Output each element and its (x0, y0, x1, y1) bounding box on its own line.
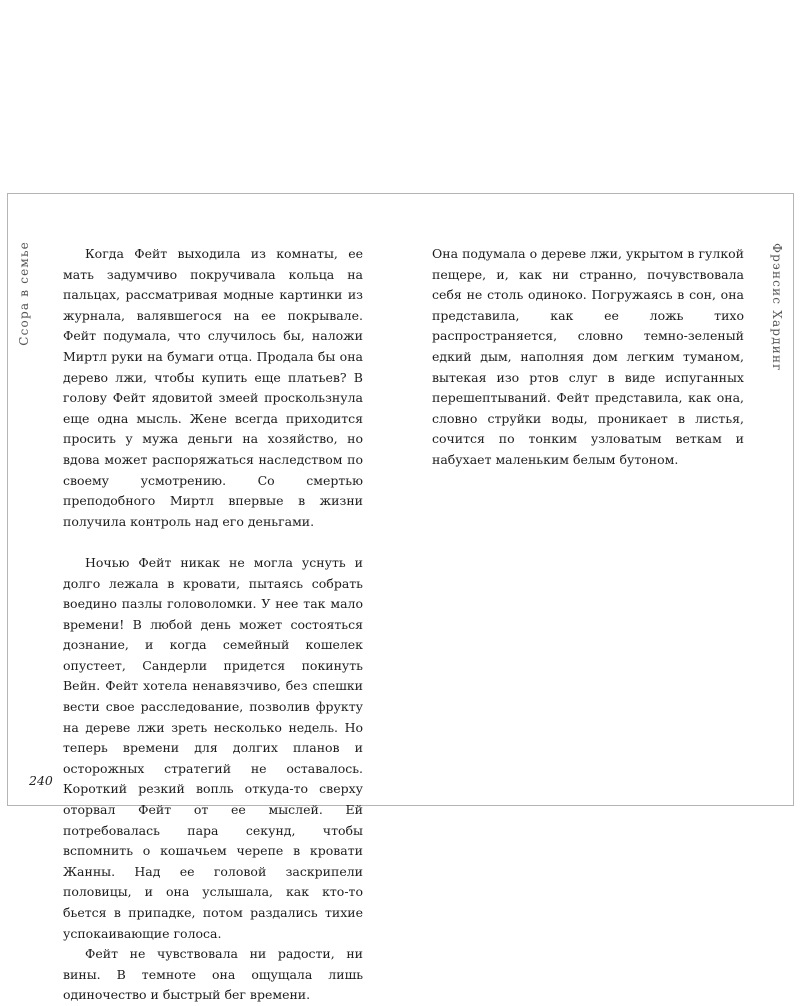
right-running-head (765, 243, 789, 383)
left-running-head-text: Ссора в семье (17, 241, 31, 346)
left-running-head (12, 241, 36, 351)
paragraph: Она подумала о дереве лжи, укрытом в гулкой пещере, и, как ни странно, почувствовала себя не столь одиноко. Погружаясь в сон, она представила, как ее ложь тихо распространяется, словно темно-зеленый едкий дым, наполняя дом легким туманом, вытекая изо ртов слуг в виде испуганных перешептываний. Фейт представила, как она, словно струйки воды, проникает в листья, сочится по тонким узловатым веткам и набухает маленьким белым бутоном. (432, 246, 744, 467)
paragraph: Когда Фейт выходила из комнаты, ее мать задумчиво покручивала кольца на пальцах, рассматривая модные картинки из журнала, валявшегося на ее покрывале. Фейт подумала, что случилось бы, наложи Миртл руки на бумаги отца. Продала бы она дерево лжи, чтобы купить еще платьев? В голову Фейт ядовитой змеей проскользнула еще одна мысль. Жене всегда приходится просить у мужа деньги на хозяйство, но вдова может распоряжаться наследством по своему усмотрению. Со смертью преподобного Миртл впервые в жизни получила контроль над его деньгами. (63, 246, 363, 529)
right-page-text (432, 244, 744, 471)
left-page-text (63, 244, 363, 1006)
right-running-head-text: Фрэнсис Хардинг (770, 243, 784, 372)
paragraph: Фейт не чувствовала ни радости, ни вины. В темноте она ощущала лишь одиночество и быстрый бег времени. (63, 946, 363, 1003)
page-number: 240 (29, 773, 53, 788)
paragraph: Ночью Фейт никак не могла уснуть и долго лежала в кровати, пытаясь собрать воедино пазлы головоломки. У нее так мало времени! В любой день может состояться дознание, и когда семейный кошелек опустеет, Сандерли придется покинуть Вейн. Фейт хотела ненавязчиво, без спешки вести свое расследование, позволив фрукту на дереве лжи зреть несколько недель. Но теперь времени для долгих планов и осторожных стратегий не оставалось. Короткий резкий вопль откуда-то сверху оторвал Фейт от ее мыслей. Ей потребовалась пара секунд, чтобы вспомнить о кошачьем черепе в кровати Жанны. Над ее головой заскрипели половицы, и она услышала, как кто-то бьется в припадке, потом раздались тихие успокаивающие голоса. (63, 554, 363, 941)
book-spread (7, 193, 794, 1003)
